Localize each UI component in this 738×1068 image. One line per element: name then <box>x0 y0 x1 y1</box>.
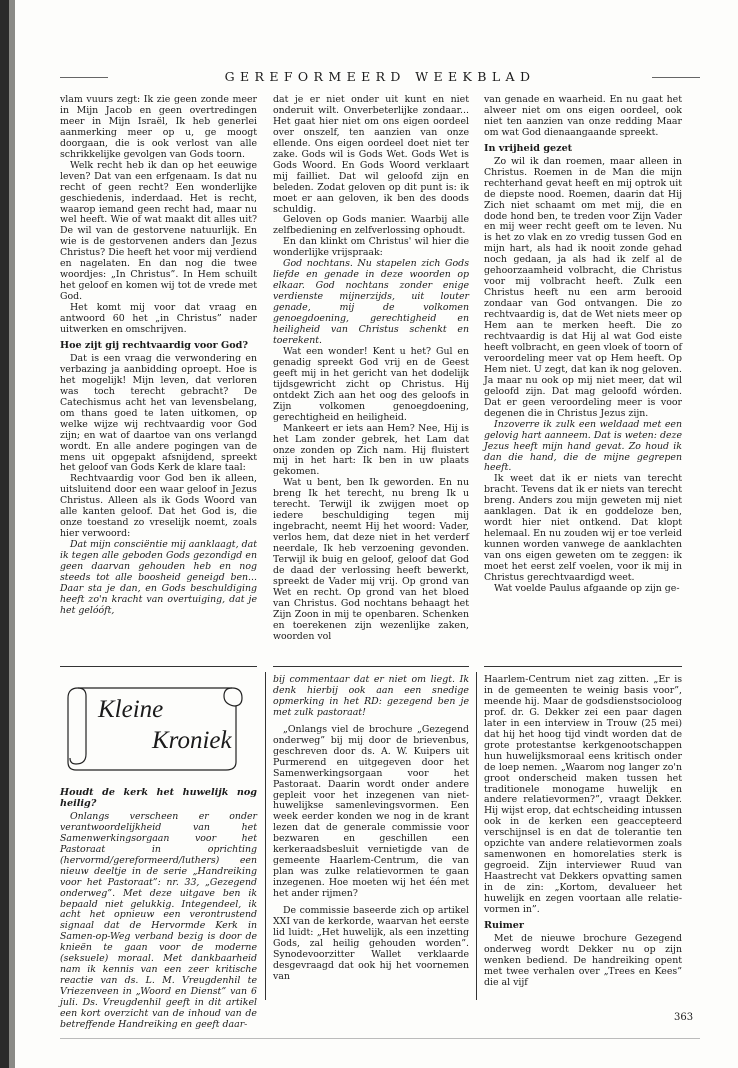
paragraph-quote: Inzoverre ik zulk een weldaad met een gelovig hart aanneem. Dat is weten: deze Jezus heeft mijn hand gevat. Zo houd ik dan die hand, die de mijne gegrepen heeft. <box>484 418 682 474</box>
header-rule-right <box>652 77 700 78</box>
paragraph: Het komt mij voor dat vraag en antwoord 60 het „in Christus” nader uitwerken en omschrijven. <box>60 302 257 336</box>
paragraph: bij commentaar dat er niet om liegt. Ik denk hierbij ook aan een snedige opmerking in het RD: gezegend ben je met zulk pastoraat! <box>273 674 469 718</box>
paragraph: „Onlangs viel de brochure „Gezegend onderweg” bij mij door de brievenbus, geschreven door ds. A. W. Kuipers uit Purmerend en uitgegeven door het Samenwerkingsorgaan voor het Pastoraat. Daarin wordt onder andere gepleit voor het inzegenen van niet-huwelijkse samenlevingsvormen. Een week eerder konden we nog in de krant lezen dat de generale commissie voor bezwaren en geschillen een kerkeraadsbesluit vernietigde van de gemeente Haarlem-Centrum, die van plan was zulke relatievormen te gaan inzegenen. Hoe moeten wij het één met het ander rijmen? <box>273 723 469 900</box>
page-number: 363 <box>674 1012 694 1023</box>
kroniek-heading: Houdt de kerk het huwelijk nog heilig? <box>60 787 257 809</box>
paragraph: Onlangs verscheen er onder verantwoordelijkheid van het Samenwerkingsorgaan voor het Pastoraat in oprichting (hervormd/gereformeerd/luthers) een nieuw deeltje in de serie „Handreiking voor het Pastoraat”: nr. 33, „Gezegend onderweg”. Met deze uitgave ben ik bepaald niet gelukkig. Integendeel, ik acht het opnieuw een verontrustend signaal dat de Hervormde Kerk in Samen-op-Weg verband bezig is door de knieën te gaan voor de moderne (seksuele) moraal. Met dankbaarheid nam ik kennis van een zeer kritische reactie van ds. L. M. Vreugdenhil te Vriezenveen in „Woord en Dienst” van 6 juli. Ds. Vreugdenhil geeft in dit artikel een kort overzicht van de inhoud van de betreffende Handreiking en geeft daar- <box>60 810 257 1031</box>
paragraph: dat je er niet onder uit kunt en niet onderuit wilt. Onverbeterlijke zondaar... Het gaat hier niet om ons eigen oordeel over onszelf, ten aanzien van onze ellende. Ons eigen oordeel doet niet ter zake. Gods wil is Gods Wet. Gods Wet is Gods Woord. En Gods Woord verklaart mij failliet. Dat wil geloofd zijn en beleden. Zodat geloven op dit punt is: ik moet er aan geloven, ik ben des doods schuldig. <box>273 94 469 215</box>
header-title: GEREFORMEERD WEEKBLAD <box>224 69 536 84</box>
paragraph: Wat u bent, ben Ik geworden. En nu breng Ik het terecht, nu breng Ik u terecht. Terwijl ik zwijgen moet op iedere beschuldiging tegen mij ingebracht, neemt Hij het woord: Vader, verlos hem, dat deze niet in het verderf neerdale, Ik heb verzoening gevonden. Terwijl ik buig en geloof, geloof dat God de daad der verlossing heeft bewerkt, spreekt de Vader mij vrij. Op grond van Wet en recht. Op grond van het bloed van Christus. God nochtans behaagt het Zijn Zoon in mij te openbaren. Schenken en toerekenen zijn wezenlijke zaken, woorden vol <box>273 477 469 642</box>
kroniek-column-3 <box>484 675 682 989</box>
paragraph: Geloven op Gods manier. Waarbij alle zelfbediening en zelfverlossing ophoudt. <box>273 214 469 237</box>
scan-edge <box>0 0 9 1068</box>
paragraph: vlam vuurs zegt: Ik zie geen zonde meer in Mijn Jacob en geen overtredingen meer in Mijn Israël, Ik heb generlei aanmerking meer op u, ge moogt doorgaan, die is ook verlost van alle schrikkelijke gevolgen van Gods toorn. <box>60 94 257 160</box>
paragraph: Met de nieuwe brochure Gezegend onderweg wordt Dekker nu op zijn wenken bediend. De handreiking opent met twee verhalen over „Trees en Kees” die al vijf <box>484 932 682 988</box>
section-divider <box>60 666 257 667</box>
paragraph: Ik weet dat ik er niets van terecht bracht. Tevens dat ik er niets van terecht breng. Anders zou mijn geweten mij niet aanklagen. Dat ik en goddeloze ben, wordt hier niet ontkend. Dat klopt helemaal. En nu zouden wij er toe verleid kunnen worden vanwege de aanklachten van ons eigen geweten om te zeggen: ik moet het eerst zelf voelen, voor ik mij in Christus gerechtvaardigd weet. <box>484 473 682 583</box>
paragraph: Wat voelde Paulus afgaande op zijn ge- <box>494 582 680 594</box>
kroniek-column-2 <box>273 675 469 983</box>
kleine-kroniek-title-1: Kleine <box>98 696 164 723</box>
scan-edge-shadow <box>9 0 15 1068</box>
kroniek-column-1 <box>60 788 257 1031</box>
section-divider <box>273 666 469 667</box>
paragraph-quote: Dat mijn consciëntie mij aanklaagt, dat ik tegen alle geboden Gods gezondigd en geen daarvan gehouden heb en nog steeds tot alle boosheid geneigd ben... Daar sta je dan, en Gods beschuldiging heeft zo'n kracht van overtuiging, dat je het gelóóft, <box>60 539 257 616</box>
paragraph: van genade en waarheid. En nu gaat het alweer niet om ons eigen oordeel, ook niet ten aanzien van onze redding Maar om wat God dienaangaande spreekt. <box>484 94 682 138</box>
kleine-kroniek-title-2: Kroniek <box>152 727 232 754</box>
paragraph: En dan klinkt om Christus' wil hier die wonderlijke vrijspraak: <box>273 236 469 259</box>
paragraph: De commissie baseerde zich op artikel XXI van de kerkorde, waarvan het eerste lid luidt: „Het huwelijk, als een inzetting Gods, zal heilig gehouden worden”. Synodevoorzitter Wallet verklaarde desgevraagd dat ook hij het voornemen van <box>273 905 469 982</box>
running-header <box>60 68 700 88</box>
article-column-2 <box>273 95 469 643</box>
kleine-kroniek-banner <box>60 676 248 776</box>
paragraph: Rechtvaardig voor God ben ik alleen, uitsluitend door een waar geloof in Jezus Christus. Alleen als ik Gods Woord van alle kanten geloof. Dat het God is, die onze toestand zo vreselijk noemt, zoals hier verwoord: <box>60 473 257 540</box>
article-column-1 <box>60 95 257 617</box>
footer-rule <box>60 1038 700 1039</box>
paragraph: Mankeert er iets aan Hem? Nee, Hij is het Lam zonder gebrek, het Lam dat onze zonden op Zich nam. Hij fluistert mij in het hart: Ik ben in uw plaats gekomen. <box>273 422 469 478</box>
scroll-ornament <box>60 676 248 776</box>
column-rule <box>476 672 477 1000</box>
paragraph: Welk recht heb ik dan op het eeuwige leven? Dat van een erfgenaam. Is dat nu recht of geen recht? Een wonderlijke geschiedenis, inderdaad. Het is recht, waarop iemand geen recht had, maar nu wel heeft. Wie of wat maakt dit alles uit? De wil van de gestorvene natuurlijk. En wie is de gestorvenen anders dan Jezus Christus? Die heeft het voor mij verdiend en nagelaten. En dan nog die twee woordjes: „In Christus”. In Hem schuilt het geloof en komen wij tot de vrede met God. <box>60 159 257 303</box>
section-heading: Ruimer <box>484 919 524 931</box>
paragraph: Haarlem-Centrum niet zag zitten. „Er is in de gemeenten te weinig basis voor”, meende hij. Maar de godsdienstsocioloog prof. dr. G. Dekker zei een paar dagen later in een interview in Trouw (25 mei) dat hij het hoog tijd vindt worden dat de grote protestantse kerkgenootschappen hun huwelijksmoraal eens kritisch onder de loep nemen. „Waarom nog langer zo'n groot onderscheid maken tussen het traditionele monogame huwelijk en andere relatievormen?”, vraagt Dekker. Hij wijst erop, dat echtscheiding intussen ook in de kerken een geaccepteerd verschijnsel is en dat de tolerantie ten opzichte van andere relatievormen zoals samenwonen en homorelaties sterk is gegroeid. Zijn interviewer Ruud van Haastrecht vat Dekkers opvatting samen in de zin: „Kortom, devalueer het huwelijk en zegen voortaan alle relatie-vormen in”. <box>484 674 682 916</box>
paragraph-quote: God nochtans. Nu stapelen zich Gods liefde en genade in deze woorden op elkaar. God nochtans zonder enige verdienste mijnerzijds, uit louter genade, mij de volkomen genoegdoening, gerechtigheid en heiligheid van Christus schenkt en toerekent. <box>273 258 469 346</box>
paragraph: Zo wil ik dan roemen, maar alleen in Christus. Roemen in de Man die mijn rechterhand gevat heeft en mij optrok uit de diepste nood. Roemen, daarin dat Hij Zich niet schaamt om met mij, die en dode hond ben, te treden voor Zijn Vader en mij weer recht geeft om te leven. Nu is het zo vlak en zo vredig tussen God en mijn hart, als had ik nooit zonde gehad noch gedaan, ja als had ik zelf al de gehoorzaamheid volbracht, die Christus voor mij volbracht heeft. Zulk een Christus heeft nu een arm berooid zondaar van God ontvangen. Die zo rechtvaardig is, dat de Wet niets meer op Hem aan te merken heeft. Die zo rechtvaardig is dat Hij al wat God eiste heeft volbracht, en geen vloek of toorn of veroordeling meer vat op Hem heeft. Op Hem niet. U zegt, dat kan ik nog geloven. Ja maar nu ook op mij niet meer, dat wil geloofd zijn. Dat mag geloofd wórden. Dat er geen veroordeling meer is voor degenen die in Christus Jezus zijn. <box>484 155 683 419</box>
paragraph: Dat is een vraag die verwondering en verbazing ja aanbidding oproept. Hoe is het mogelijk! Mijn leven, dat verloren was toch terecht gebracht? De Catechismus acht het van levensbelang, om thans goed te laten uitkomen, op welke wijze wij rechtvaardig voor God zijn; en wat of daartoe van ons verlangd wordt. En alle andere pogingen van de mens uit opgepakt afsnijdend, spreekt het geloof van Gods Kerk de klare taal: <box>60 352 257 474</box>
paragraph: Wat een wonder! Kent u het? Gul en genadig spreekt God vrij en de Geest geeft mij in het gericht van het dodelijk tijdsgewricht zicht op Christus. Hij ontdekt Zich aan het oog des geloofs in Zijn volkomen genoegdoening, gerechtigheid en heiligheid. <box>273 345 469 423</box>
section-heading: Hoe zijt gij rechtvaardig voor God? <box>60 339 248 351</box>
column-rule <box>265 672 266 1000</box>
section-divider <box>484 666 682 667</box>
article-column-3 <box>484 95 682 595</box>
section-heading: In vrijheid gezet <box>484 142 573 154</box>
